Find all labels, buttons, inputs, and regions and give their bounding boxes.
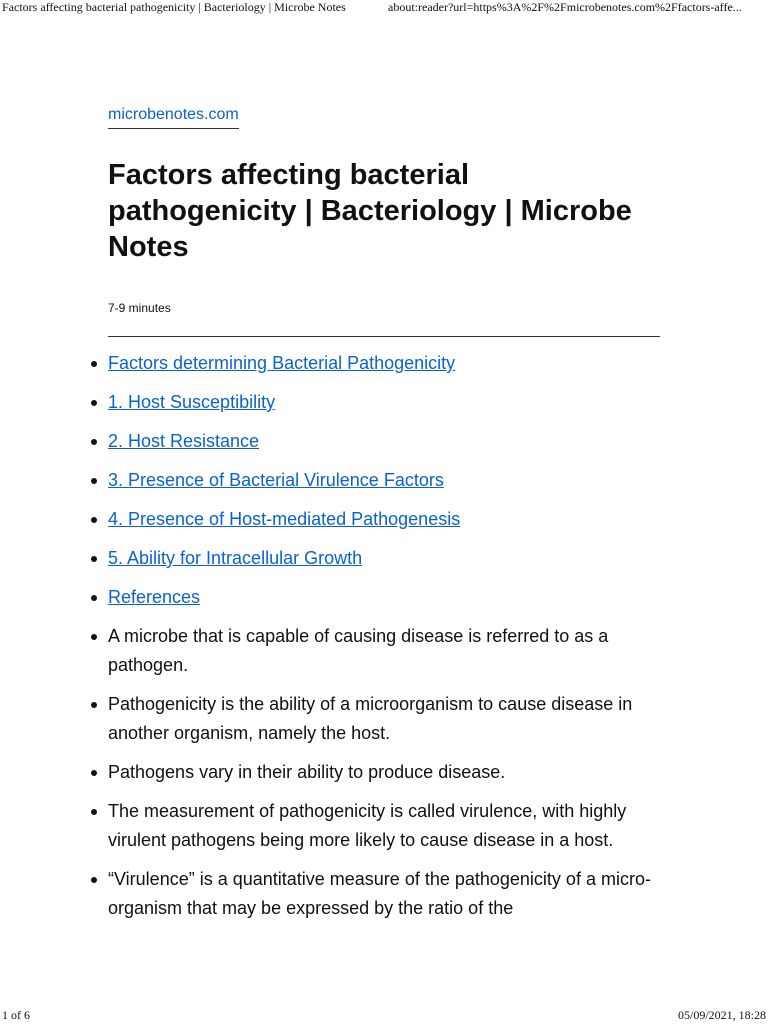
toc-link-host-mediated[interactable]: 4. Presence of Host-mediated Pathogenesis <box>108 509 461 529</box>
list-item <box>108 622 660 680</box>
list-item <box>108 797 660 855</box>
toc-item <box>108 349 660 378</box>
reading-time: 7-9 minutes <box>108 301 171 315</box>
bullet-text: Pathogens vary in their ability to produce disease. <box>108 762 506 782</box>
print-header-url: about:reader?url=https%3A%2F%2Fmicrobenotes.com%2Ffactors-affe... <box>388 0 742 14</box>
toc-item <box>108 583 660 612</box>
header-divider <box>108 336 660 337</box>
list-item <box>108 690 660 748</box>
toc-link-references[interactable]: References <box>108 587 201 607</box>
toc-item <box>108 544 660 573</box>
article-content-list <box>108 349 660 923</box>
print-datetime: 05/09/2021, 18:28 <box>677 1008 766 1022</box>
toc-link-factors[interactable]: Factors determining Bacterial Pathogenicity <box>108 353 456 373</box>
toc-item <box>108 388 660 417</box>
page-number: 1 of 6 <box>2 1008 30 1022</box>
print-header-title: Factors affecting bacterial pathogenicity | Bacteriology | Microbe Notes <box>2 0 346 14</box>
toc-item <box>108 427 660 456</box>
reader-view <box>108 105 660 933</box>
toc-link-intracellular-growth[interactable]: 5. Ability for Intracellular Growth <box>108 548 363 568</box>
list-item <box>108 865 660 923</box>
toc-item <box>108 466 660 495</box>
source-domain-link[interactable]: microbenotes.com <box>108 105 239 129</box>
toc-link-host-resistance[interactable]: 2. Host Resistance <box>108 431 260 451</box>
bullet-text: The measurement of pathogenicity is called virulence, with highly virulent pathogens being more likely to cause disease in a host. <box>108 801 627 850</box>
toc-link-virulence-factors[interactable]: 3. Presence of Bacterial Virulence Factors <box>108 470 444 490</box>
article-title: Factors affecting bacterial pathogenicity | Bacteriology | Microbe Notes <box>108 159 632 263</box>
bullet-text: Pathogenicity is the ability of a microorganism to cause disease in another organism, namely the host. <box>108 694 633 743</box>
print-footer <box>0 1008 768 1024</box>
toc-item <box>108 505 660 534</box>
bullet-text: A microbe that is capable of causing disease is referred to as a pathogen. <box>108 626 609 675</box>
toc-link-host-susceptibility[interactable]: 1. Host Susceptibility <box>108 392 276 412</box>
list-item <box>108 758 660 787</box>
print-header <box>0 0 768 20</box>
bullet-text: “Virulence” is a quantitative measure of the pathogenicity of a micro-organism that may be expressed by the ratio of the <box>108 869 651 918</box>
